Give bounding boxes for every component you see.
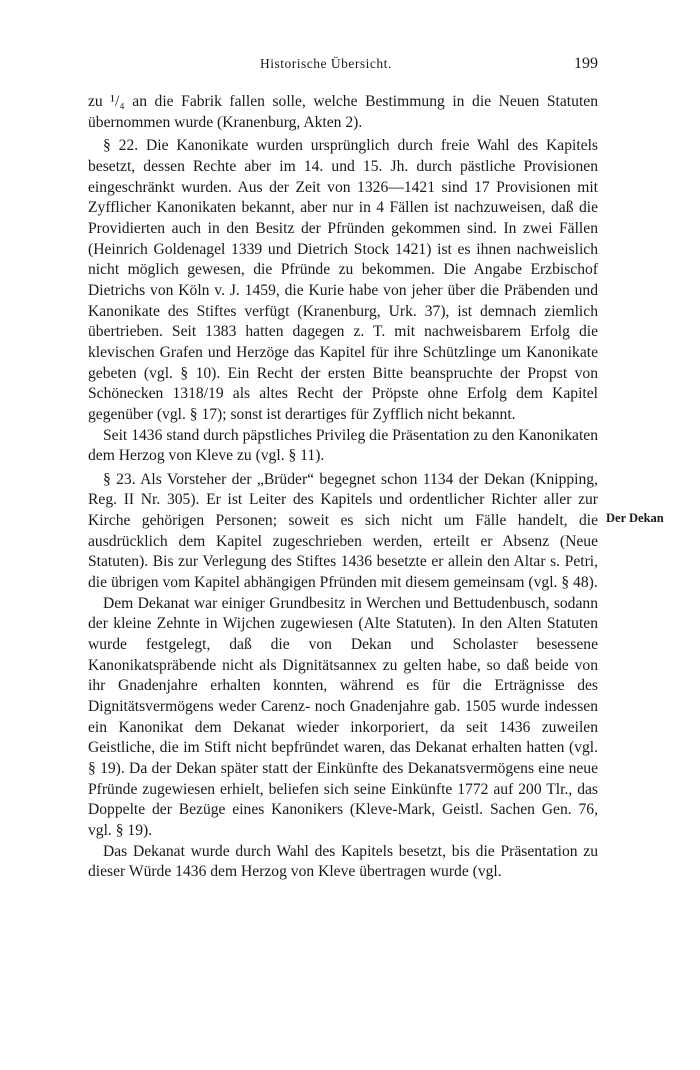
running-title: Historische Übersicht.	[260, 56, 392, 71]
page-header	[88, 56, 598, 78]
paragraph-presentation: Seit 1436 stand durch päpstliches Privileg die Präsentation zu den Kanonikaten dem Herzog von Kleve zu (vgl. § 11).	[88, 426, 598, 465]
page-number: 199	[574, 55, 598, 72]
paragraph-section-23: § 23. Als Vorsteher der „Brüder“ begegnet schon 1134 der Dekan (Knipping, Reg. II Nr. 305). Er ist Leiter des Kapitels und ordentlicher Richter aller zur Kirche gehörigen Personen; soweit es sich nicht um Fälle handelt, die ausdrücklich dem Kapitel zugeschrieben werden, erteilt er Absenz (Neue Statuten). Bis zur Verlegung des Stiftes 1436 besetzte er allein den Altar s. Petri, die übrigen vom Kapitel abhängigen Pfründen mit diesem gemeinsam (vgl. § 48).	[88, 470, 598, 592]
body-text	[88, 92, 598, 883]
paragraph-section-22: § 22. Die Kanonikate wurden ursprünglich durch freie Wahl des Kapitels besetzt, dessen Rechte aber im 14. und 15. Jh. durch pästliche Provisionen eingeschränkt wurden. Aus der Zeit von 1326—1421 sind 17 Provisionen mit Zyfflicher Kanonikaten bekannt, aber nur in 4 Fällen ist nachzuweisen, daß die Providierten auch in den Besitz der Pfründen gekommen sind. In zwei Fällen (Heinrich Goldenagel 1339 und Dietrich Stock 1421) ist es ihnen nachweislich nicht möglich gewesen, die Pfründe zu bekommen. Die Angabe Erzbischof Dietrichs von Köln v. J. 1459, die Kurie habe von jeher über die Präbenden und Kanonikate des Stiftes verfügt (Kranenburg, Urk. 37), ist demnach ziemlich übertrieben. Seit 1383 hatten dagegen z. T. mit nachweisbarem Erfolg die klevischen Grafen und Herzöge das Kapitel für ihre Schützlinge um Kanonikate gebeten (vgl. § 10). Ein Recht der ersten Bitte beanspruchte der Propst von Schönecken 1318/19 als altes Recht der Pröpste ohne Erfolg dem Kapitel gegenüber (vgl. § 17); sonst ist derartiges für Zyfflich nicht bekannt.	[88, 137, 598, 423]
paragraph-dekanat-property: Dem Dekanat war einiger Grundbesitz in Werchen und Bettudenbusch, sodann der kleine Zehnte in Wijchen zugewiesen (Alte Statuten). In den Alten Statuten wurde festgelegt, daß die von Dekan und Scholaster besessene Kanonikatspräbende nicht als Dignitätsannex zu gelten habe, so daß beide von ihr Gnadenjahre erhalten konnten, während es für die Erträgnisse des Dignitätsvermögens weder Carenz- noch Gnadenjahre gab. 1505 wurde indessen ein Kanonikat dem Dekanat wieder inkorporiert, da seit 1436 zuweilen Geistliche, die im Stift nicht bepfründet waren, das Dekanat erhalten hatten (vgl. § 19). Da der Dekan später statt der Einkünfte des Dekanatsvermögens eine neue Pfründe zugewiesen erhielt, beliefen sich seine Einkünfte 1772 auf 200 Tlr., das Doppelte der Bezüge eines Kanonikers (Kleve-Mark, Geistl. Sachen Gen. 76, vgl. § 19).	[88, 594, 598, 839]
margin-note: Der Dekan	[606, 511, 664, 525]
paragraph-dekanat-election: Das Dekanat wurde durch Wahl des Kapitels besetzt, bis die Präsentation zu dieser Würde 1436 dem Herzog von Kleve übertragen wurde (vgl.	[88, 842, 598, 881]
paragraph-continuation: zu ¹/₄ an die Fabrik fallen solle, welche Bestimmung in die Neuen Statuten übernommen wurde (Kranenburg, Akten 2).	[88, 93, 598, 131]
